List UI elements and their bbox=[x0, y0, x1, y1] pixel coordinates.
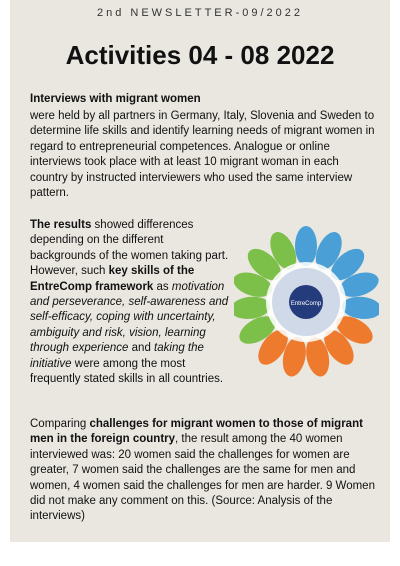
newsletter-header: 2nd NEWSLETTER-09/2022 bbox=[96, 7, 303, 19]
results-bold: The results bbox=[30, 219, 92, 231]
initiative-italic: taking the initiative bbox=[30, 342, 204, 370]
challenges-paragraph bbox=[30, 417, 375, 525]
wheel-petal bbox=[295, 226, 317, 266]
page-title: Activities 04 - 08 2022 bbox=[65, 40, 335, 70]
section-heading-interviews: Interviews with migrant women bbox=[30, 93, 201, 105]
entrecomp-wheel-figure bbox=[234, 220, 379, 385]
results-text-2: as bbox=[153, 280, 172, 293]
results-text-4: were among the most frequently stated skills in all countries. bbox=[30, 357, 224, 386]
skills-italic: motivation and perseverance, self-awareness and self-efficacy, coping with uncertainty, ambiguity and risk, vision, learning through experience bbox=[30, 280, 229, 355]
challenges-bold: challenges for migrant women to those of migrant men in the foreign country bbox=[30, 418, 363, 446]
entrecomp-wheel-svg bbox=[234, 220, 379, 385]
challenges-intro: Comparing bbox=[30, 418, 90, 430]
wheel-center-label: EntreComp bbox=[290, 301, 322, 307]
challenges-text: , the result among the 40 women interviewed was: 20 women said the challenges for women are greater, 7 women said the challenges are the same for men and women, 4 women said the challenges for men are harder. 9 Women did not make any comment on this. (Source: Analysis of the interviews) bbox=[30, 433, 375, 523]
results-text-1: showed differences depending on the different backgrounds of the women taking part. However, such bbox=[30, 219, 229, 278]
newsletter-page bbox=[10, 0, 390, 542]
interviews-paragraph: were held by all partners in Germany, Italy, Slovenia and Sweden to determine life skills and identify learning needs of migrant women in regard to entrepreneurial competences. Analogue or online interviews took place with at least 10 migrant woman in each country by instructed interviewers who used the same interview pattern. bbox=[30, 110, 375, 200]
key-skills-bold: key skills of the EntreComp framework bbox=[30, 265, 195, 293]
results-paragraph bbox=[30, 218, 230, 387]
results-text-3: and bbox=[128, 342, 155, 355]
